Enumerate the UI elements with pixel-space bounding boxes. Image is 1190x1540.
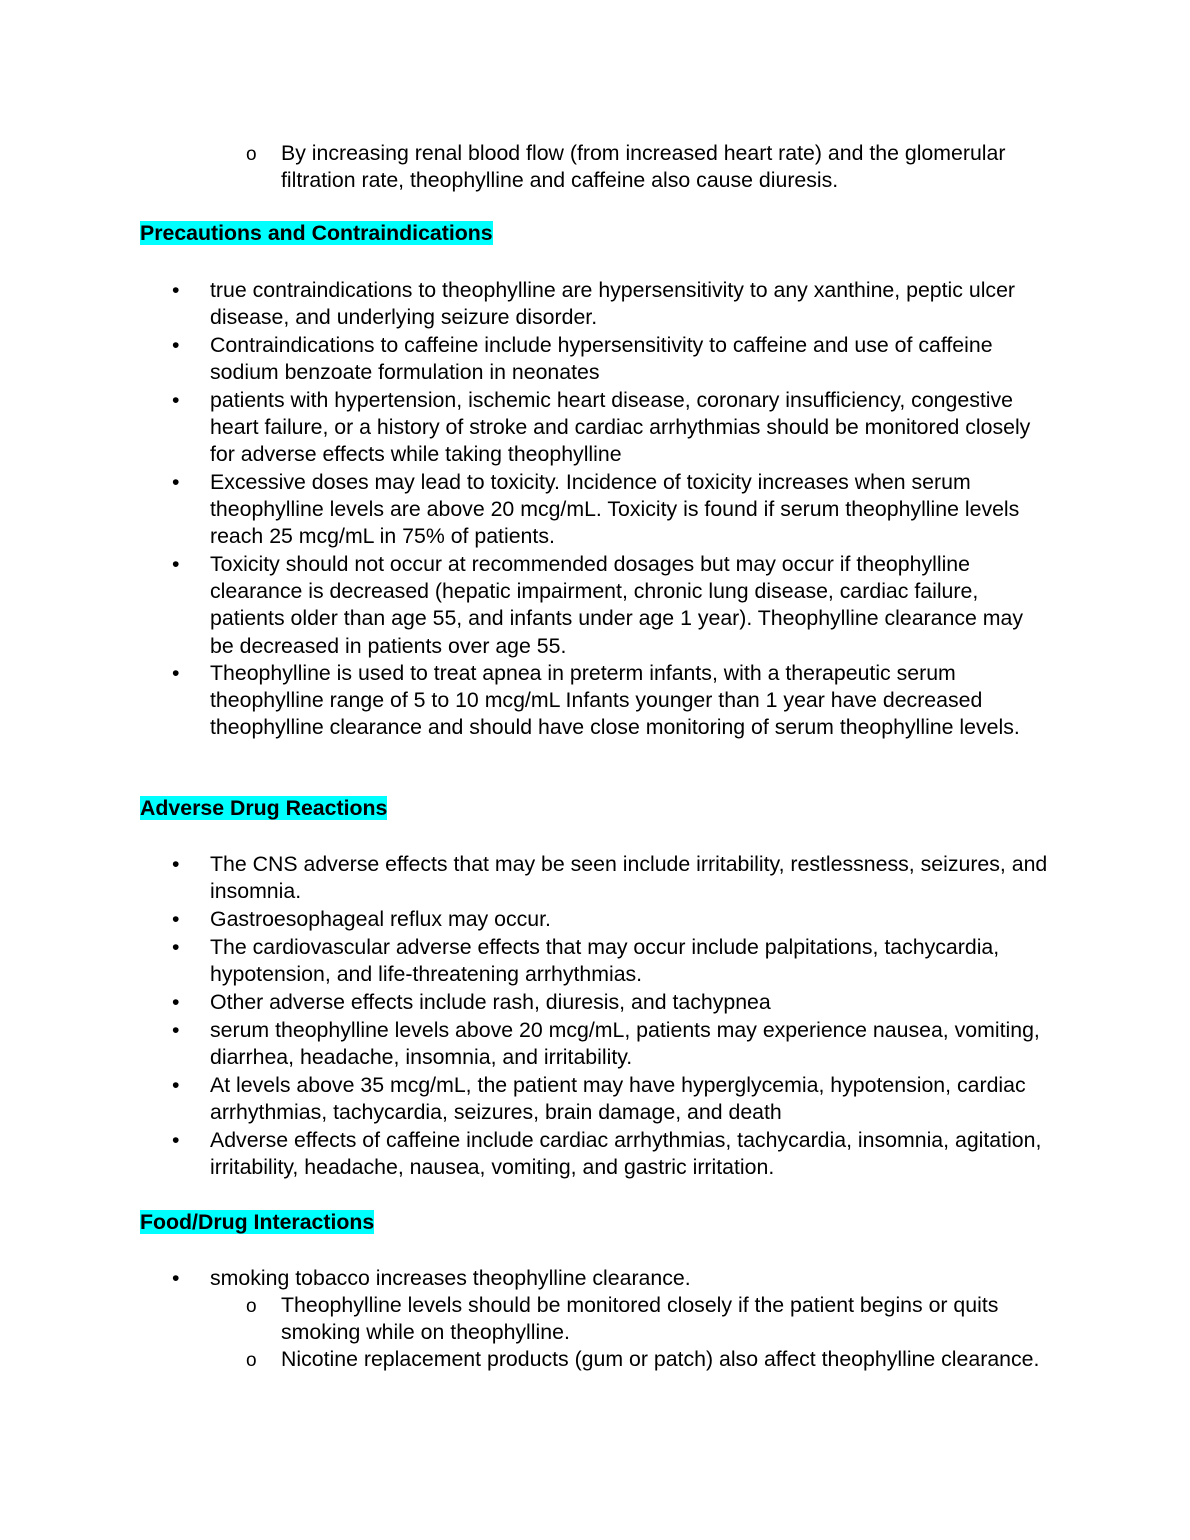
bullet-marker: • [172, 661, 180, 685]
section-heading-food-drug: Food/Drug Interactions [140, 1210, 375, 1234]
adverse-item: Other adverse effects include rash, diuresis, and tachypnea [210, 990, 771, 1014]
bullet-marker: • [172, 278, 180, 302]
precautions-item: Theophylline is used to treat apnea in preterm infants, with a therapeutic serum theophylline range of 5 to 10 mcg/mL Infants younger than 1 year have decreased theophylline clearance and should have close monitoring of serum theophylline levels. [210, 661, 1020, 740]
bullet-marker: • [172, 907, 180, 931]
adverse-item: The cardiovascular adverse effects that may occur include palpitations, tachycardia, hypotension, and life-threatening arrhythmias. [210, 935, 1000, 987]
bullet-marker: • [172, 470, 180, 494]
food-drug-sub-item: Theophylline levels should be monitored closely if the patient begins or quits smoking while on theophylline. [281, 1293, 999, 1345]
adverse-item: At levels above 35 mcg/mL, the patient may have hyperglycemia, hypotension, cardiac arrhythmias, tachycardia, seizures, brain damage, and death [210, 1073, 1026, 1125]
bullet-marker: • [172, 990, 180, 1014]
food-drug-item: smoking tobacco increases theophylline clearance. [210, 1266, 691, 1290]
intro-sub-bullet-text: By increasing renal blood flow (from increased heart rate) and the glomerular filtration rate, theophylline and caffeine also cause diuresis. [281, 141, 1006, 193]
precautions-item: true contraindications to theophylline are hypersensitivity to any xanthine, peptic ulcer disease, and underlying seizure disorder. [210, 278, 1016, 330]
bullet-marker: • [172, 852, 180, 876]
sub-bullet-marker: o [246, 1350, 257, 1371]
bullet-marker: • [172, 1018, 180, 1042]
adverse-item: The CNS adverse effects that may be seen include irritability, restlessness, seizures, and insomnia. [210, 852, 1048, 904]
precautions-item: Contraindications to caffeine include hypersensitivity to caffeine and use of caffeine sodium benzoate formulation in neonates [210, 333, 993, 385]
adverse-item: Gastroesophageal reflux may occur. [210, 907, 551, 931]
bullet-marker: • [172, 935, 180, 959]
food-drug-sub-item: Nicotine replacement products (gum or patch) also affect theophylline clearance. [281, 1347, 1040, 1371]
adverse-item: serum theophylline levels above 20 mcg/mL, patients may experience nausea, vomiting, diarrhea, headache, insomnia, and irritability. [210, 1018, 1040, 1070]
precautions-item: Excessive doses may lead to toxicity. Incidence of toxicity increases when serum theophylline levels are above 20 mcg/mL. Toxicity is found if serum theophylline levels reach 25 mcg/mL in 75% of patients. [210, 470, 1020, 549]
section-heading-adverse: Adverse Drug Reactions [140, 796, 388, 820]
bullet-marker: • [172, 388, 180, 412]
bullet-marker: • [172, 552, 180, 576]
bullet-marker: • [172, 333, 180, 357]
sub-bullet-marker: o [246, 1296, 257, 1317]
bullet-marker: • [172, 1266, 180, 1290]
sub-bullet-marker: o [246, 144, 257, 165]
bullet-marker: • [172, 1073, 180, 1097]
adverse-item: Adverse effects of caffeine include cardiac arrhythmias, tachycardia, insomnia, agitation, irritability, headache, nausea, vomiting, and gastric irritation. [210, 1128, 1042, 1180]
precautions-item: patients with hypertension, ischemic heart disease, coronary insufficiency, congestive heart failure, or a history of stroke and cardiac arrhythmias should be monitored closely for adverse effects while taking theophylline [210, 388, 1031, 467]
bullet-marker: • [172, 1128, 180, 1152]
precautions-item: Toxicity should not occur at recommended dosages but may occur if theophylline clearance is decreased (hepatic impairment, chronic lung disease, cardiac failure, patients older than age 55, and infants under age 1 year). Theophylline clearance may be decreased in patients over age 55. [210, 552, 1023, 658]
section-heading-precautions: Precautions and Contraindications [140, 221, 493, 245]
